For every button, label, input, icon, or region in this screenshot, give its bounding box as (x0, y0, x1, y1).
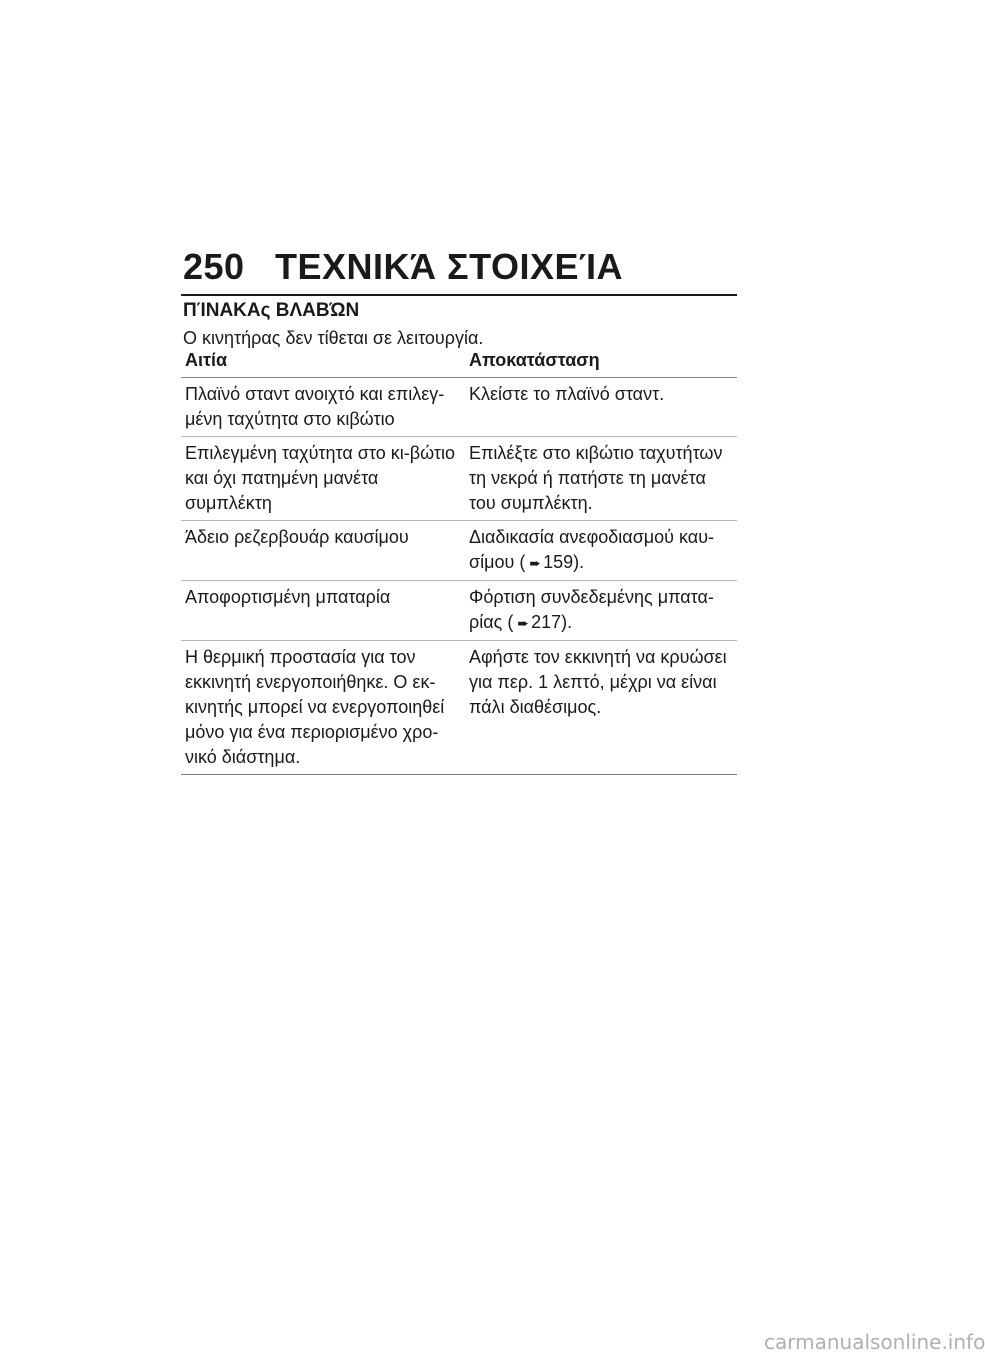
section-intro: Ο κινητήρας δεν τίθεται σε λειτουργία. (183, 328, 484, 348)
page-reference[interactable]: 217). (531, 612, 573, 632)
troubleshooting-table (181, 348, 737, 775)
table-row (181, 581, 737, 641)
watermark: carmanualsonline.info (764, 1330, 985, 1354)
section-title: ΠΊΝΑΚΑς ΒΛΑΒΏΝ (183, 300, 360, 321)
page-reference[interactable]: 159). (543, 552, 585, 572)
page-header (183, 246, 623, 288)
chapter-title: ΤΕΧΝΙΚΆ ΣΤΟΙΧΕΊΑ (275, 246, 624, 287)
page-number: 250 (183, 246, 245, 287)
fix-cell: Αφήστε τον εκκινητή να κρυώσει για περ. 1 λεπτό, μέχρι να είναι πάλι διαθέσιμος. (465, 641, 737, 775)
table-row (181, 378, 737, 437)
table-row (181, 641, 737, 775)
fix-cell: Επιλέξτε στο κιβώτιο ταχυτήτων τη νεκρά ή πατήστε τη μανέτα του συμπλέκτη. (465, 437, 737, 521)
fix-text: Διαδικασία ανεφοδιασμού καυ-σίμου ( (469, 527, 715, 572)
header-rule (181, 294, 737, 296)
cause-cell: Άδειο ρεζερβουάρ καυσίμου (181, 521, 465, 581)
table-header-row (181, 348, 737, 378)
cause-cell: Επιλεγμένη ταχύτητα στο κι-βώτιο και όχι πατημένη μανέτα συμπλέκτη (181, 437, 465, 521)
fix-cell (465, 581, 737, 641)
cause-cell: Αποφορτισμένη μπαταρία (181, 581, 465, 641)
fix-cell (465, 521, 737, 581)
cause-cell: Πλαϊνό σταντ ανοιχτό και επιλεγ-μένη ταχύτητα στο κιβώτιο (181, 378, 465, 437)
fix-cell: Κλείστε το πλαϊνό σταντ. (465, 378, 737, 437)
fix-text: Φόρτιση συνδεδεμένης μπατα-ρίας ( (469, 587, 714, 632)
column-header-cause: Αιτία (181, 348, 465, 378)
page-reference-arrow-icon: ➨ (517, 615, 530, 631)
cause-cell: Η θερμική προστασία για τον εκκινητή ενεργοποιήθηκε. Ο εκ-κινητής μπορεί να ενεργοποιηθεί μόνο για ένα περιορισμένο χρο-νικό διάστημα. (181, 641, 465, 775)
column-header-fix: Αποκατάσταση (465, 348, 737, 378)
table-row (181, 437, 737, 521)
table-row (181, 521, 737, 581)
page-reference-arrow-icon: ➨ (529, 555, 542, 571)
